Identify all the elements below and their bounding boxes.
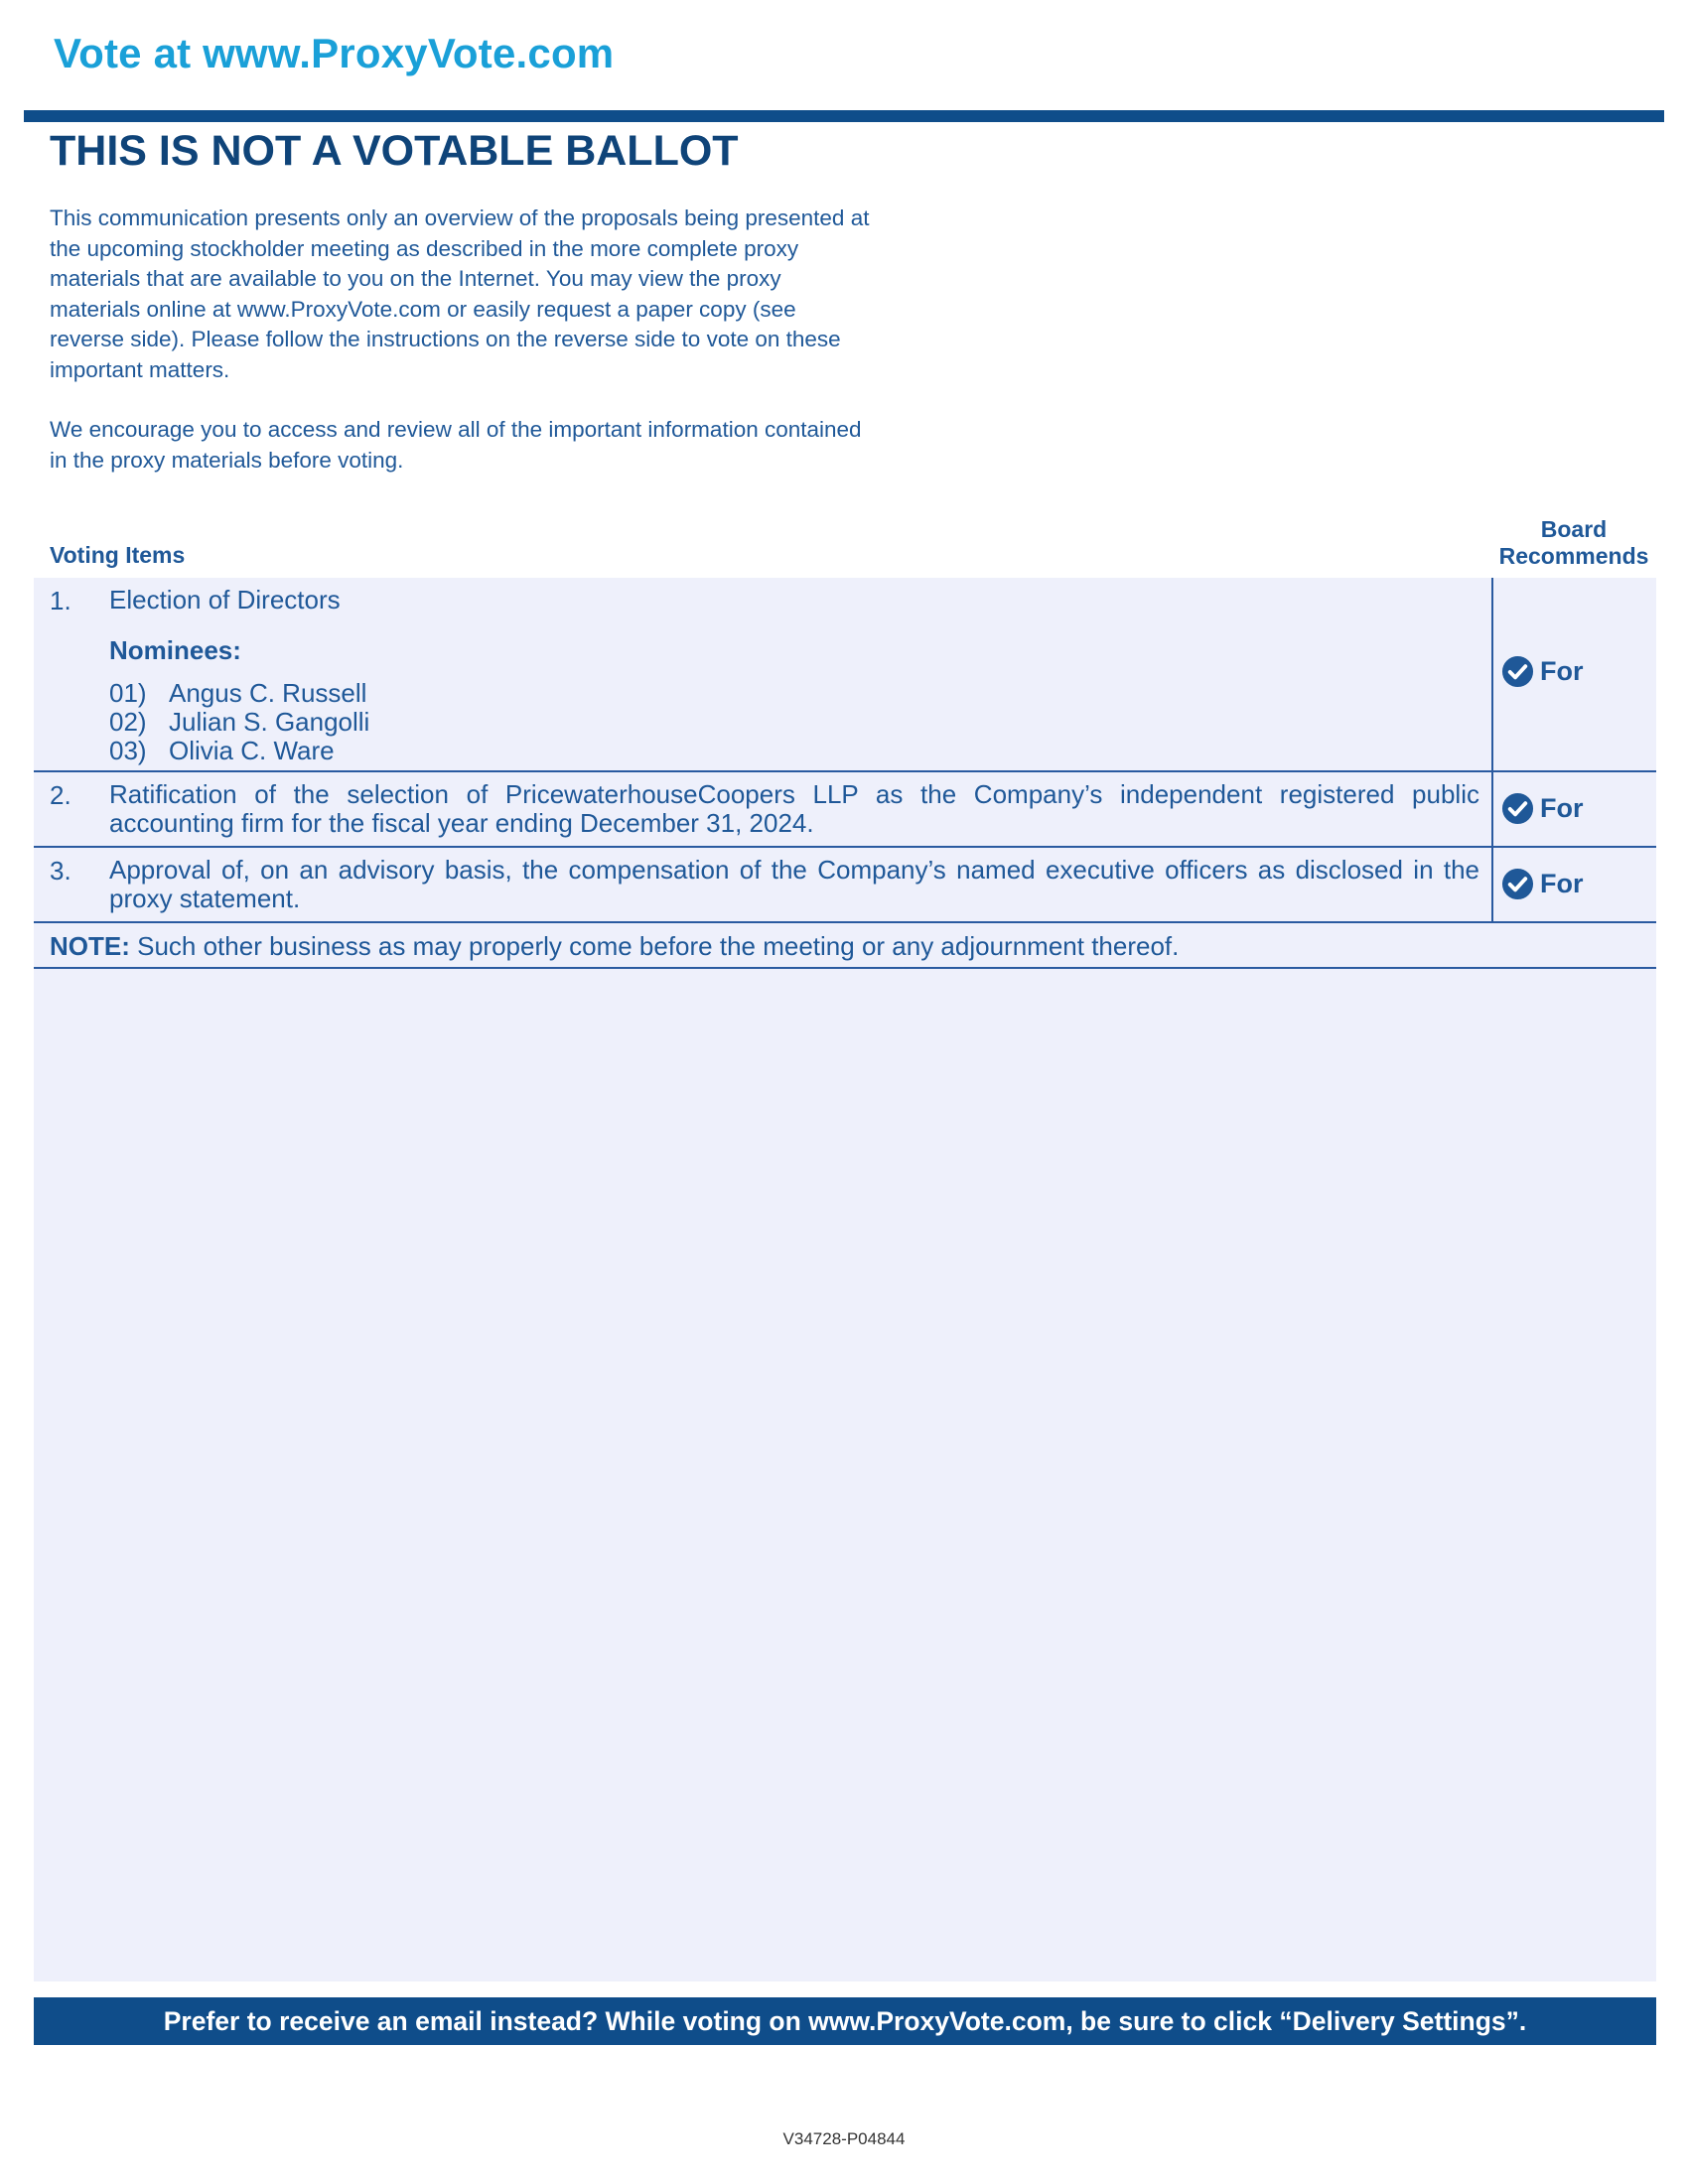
column-divider: [1491, 578, 1493, 770]
nominee-name: Olivia C. Ware: [169, 736, 335, 765]
item-number: 1.: [50, 586, 71, 615]
nominee-2: [109, 708, 369, 737]
delivery-settings-banner: Prefer to receive an email instead? While voting on www.ProxyVote.com, be sure to click “Delivery Settings”.: [34, 1997, 1656, 2045]
recommendation-label: For: [1540, 793, 1584, 823]
row-divider: [34, 921, 1656, 923]
intro-paragraph-2: We encourage you to access and review all of the important information contained in the proxy materials before voting.: [50, 417, 862, 473]
nominees-label: Nominees:: [109, 635, 241, 665]
control-code: V34728-P04844: [782, 2129, 906, 2148]
proxyvote-heading: Vote at www.ProxyVote.com: [54, 30, 615, 76]
nominee-number: 01): [109, 678, 147, 708]
nominee-name: Julian S. Gangolli: [169, 707, 370, 737]
item-number: 2.: [50, 780, 71, 810]
check-circle-icon: [1501, 792, 1534, 825]
item-number: 3.: [50, 856, 71, 886]
voting-item-2: [34, 772, 1656, 846]
board-recommends-header-line2: Recommends: [1498, 543, 1649, 569]
board-recommends-header-line1: Board: [1540, 516, 1608, 542]
note-text: Such other business as may properly come before the meeting or any adjournment thereof.: [129, 931, 1180, 961]
recommendation-3: [1501, 868, 1584, 900]
intro-text: [50, 204, 874, 505]
note-label: NOTE:: [50, 931, 130, 961]
intro-paragraph-1: This communication presents only an overview of the proposals being presented at the upcoming stockholder meeting as described in the more complete proxy materials that are available to you on the Internet. You may view the proxy materials online at www.ProxyVote.com or easily request a paper copy (see reverse side). Please follow the instructions on the reverse side to vote on these important matters.: [50, 205, 870, 382]
recommendation-1: [1501, 655, 1584, 688]
note-line: [50, 931, 1179, 962]
recommendation-2: [1501, 792, 1584, 825]
voting-item-1: [34, 578, 1656, 770]
item-text: Approval of, on an advisory basis, the compensation of the Company’s named executive officers as disclosed in the proxy statement.: [109, 855, 1479, 913]
nominee-number: 02): [109, 707, 147, 737]
voting-items-header: Voting Items: [50, 542, 186, 568]
check-circle-icon: [1501, 868, 1534, 900]
page-title: THIS IS NOT A VOTABLE BALLOT: [50, 127, 739, 175]
column-divider: [1491, 848, 1493, 921]
nominee-3: [109, 737, 335, 765]
board-recommends-header: [1489, 516, 1658, 570]
column-divider: [1491, 772, 1493, 846]
voting-item-3: [34, 848, 1656, 921]
nominee-number: 03): [109, 736, 147, 765]
item-text: Election of Directors: [109, 585, 341, 614]
recommendation-label: For: [1540, 869, 1584, 898]
recommendation-label: For: [1540, 656, 1584, 686]
nominee-1: [109, 679, 366, 708]
nominee-name: Angus C. Russell: [169, 678, 367, 708]
check-circle-icon: [1501, 655, 1534, 688]
item-text: Ratification of the selection of PricewaterhouseCoopers LLP as the Company’s independent registered public accounting firm for the fiscal year ending December 31, 2024.: [109, 779, 1479, 838]
header-rule: [24, 110, 1664, 122]
note-divider: [34, 967, 1656, 969]
